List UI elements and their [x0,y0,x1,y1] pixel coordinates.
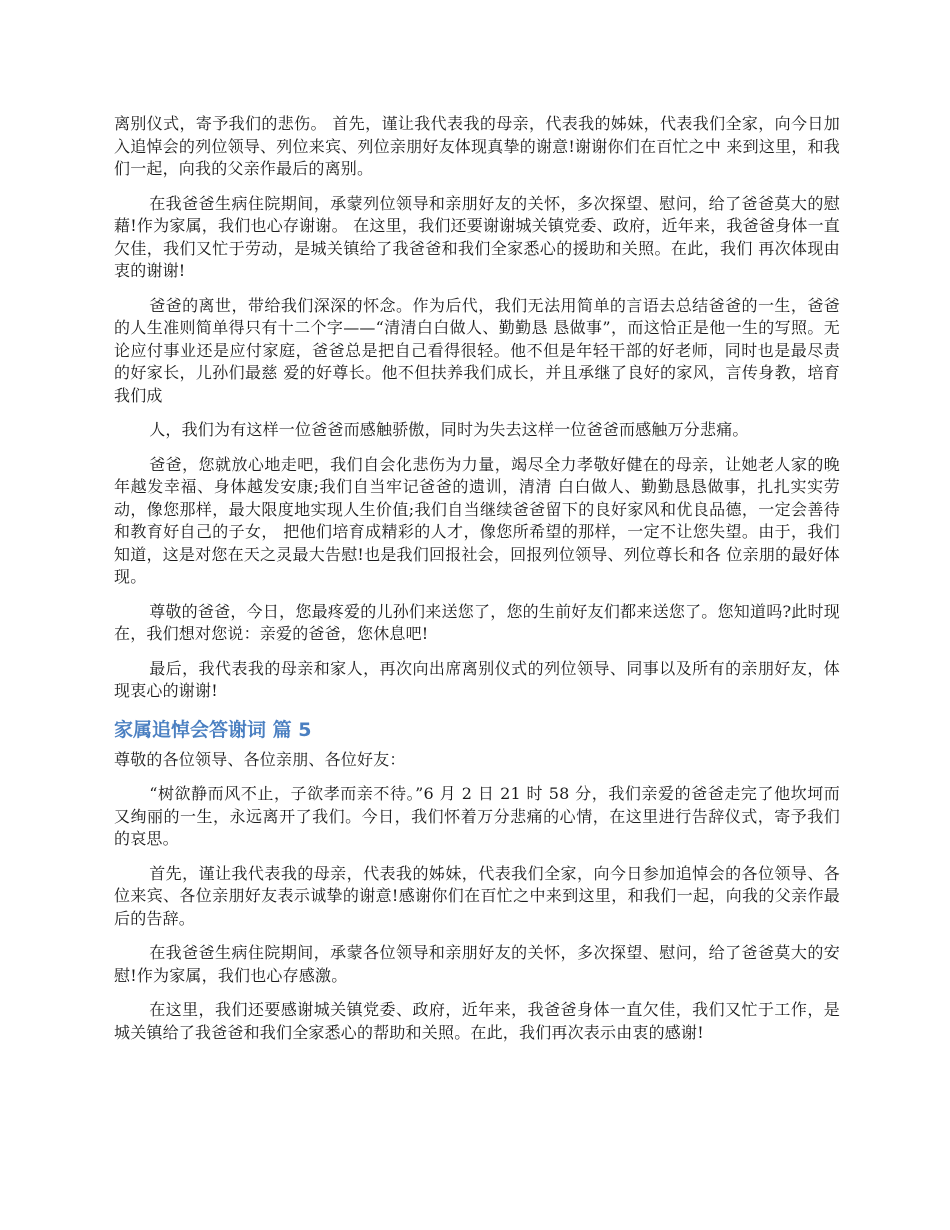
paragraph: 离别仪式，寄予我们的悲伤。 首先，谨让我代表我的母亲，代表我的姊妹，代表我们全家，向今日加入追悼会的列位领导、列位来宾、列位亲朋好友体现真挚的谢意!谢谢你们在百忙之中 来到这里，和我们一起，向我的父亲作最后的离别。 [114,114,840,178]
paragraph: 在这里，我们还要感谢城关镇党委、政府，近年来，我爸爸身体一直欠佳，我们又忙于工作，是城关镇给了我爸爸和我们全家悉心的帮助和关照。在此，我们再次表示由衷的感谢! [114,1000,840,1042]
section-heading: 家属追悼会答谢词 篇 5 [114,718,312,741]
paragraph: “树欲静而风不止，子欲孝而亲不待。”6 月 2 日 21 时 58 分，我们亲爱的爸爸走完了他坎坷而又绚丽的一生，永远离开了我们。今日，我们怀着万分悲痛的心情，在这里进行告辞仪式，寄予我们的哀思。 [114,784,840,848]
paragraph: 首先，谨让我代表我的母亲，代表我的姊妹，代表我们全家，向今日参加追悼会的各位领导、各位来宾、各位亲朋好友表示诚挚的谢意!感谢你们在百忙之中来到这里，和我们一起，向我的父亲作最后的告辞。 [114,863,840,928]
paragraph: 最后，我代表我的母亲和家人，再次向出席离别仪式的列位领导、同事以及所有的亲朋好友，体现衷心的谢谢! [114,658,840,700]
paragraph: 在我爸爸生病住院期间，承蒙各位领导和亲朋好友的关怀，多次探望、慰问，给了爸爸莫大的安慰!作为家属，我们也心存感激。 [114,943,840,985]
paragraph: 爸爸，您就放心地走吧，我们自会化悲伤为力量，竭尽全力孝敬好健在的母亲，让她老人家的晚年越发幸福、身体越发安康;我们自当牢记爸爸的遗训，清清 白白做人、勤勤恳恳做事，扎扎实实劳动，像您那样，最大限度地实现人生价值;我们自当继续爸爸留下的良好家风和优良品德，一定会善待和教育好自己的子女， 把他们培育成精彩的人才，像您所希望的那样，一定不让您失望。由于，我们知道，这是对您在天之灵最大告慰!也是我们回报社会，回报列位领导、列位尊长和各 位亲朋的最好体现。 [114,454,840,586]
paragraph: 在我爸爸生病住院期间，承蒙列位领导和亲朋好友的关怀，多次探望、慰问，给了爸爸莫大的慰藉!作为家属，我们也心存谢谢。 在这里，我们还要谢谢城关镇党委、政府，近年来，我爸爸身体一直欠佳，我们又忙于劳动，是城关镇给了我爸爸和我们全家悉心的援助和关照。在此，我们 再次体现由衷的谢谢! [114,193,840,280]
salutation: 尊敬的各位领导、各位亲朋、各位好友： [114,749,406,769]
paragraph: 尊敬的爸爸，今日，您最疼爱的儿孙们来送您了，您的生前好友们都来送您了。您知道吗?此时现在，我们想对您说：亲爱的爸爸，您休息吧! [114,601,840,643]
paragraph: 爸爸的离世，带给我们深深的怀念。作为后代，我们无法用简单的言语去总结爸爸的一生，爸爸的人生准则简单得只有十二个字——“清清白白做人、勤勤恳 恳做事”，而这恰正是他一生的写照。无论应付事业还是应付家庭，爸爸总是把自己看得很轻。他不但是年轻干部的好老师，同时也是最尽责的好家长，儿孙们最慈 爱的好尊长。他不但扶养我们成长，并且承继了良好的家风，言传身教，培育我们成 [114,295,840,405]
document-page [114,113,840,1044]
paragraph: 人，我们为有这样一位爸爸而感触骄傲，同时为失去这样一位爸爸而感触万分悲痛。 [149,420,749,439]
